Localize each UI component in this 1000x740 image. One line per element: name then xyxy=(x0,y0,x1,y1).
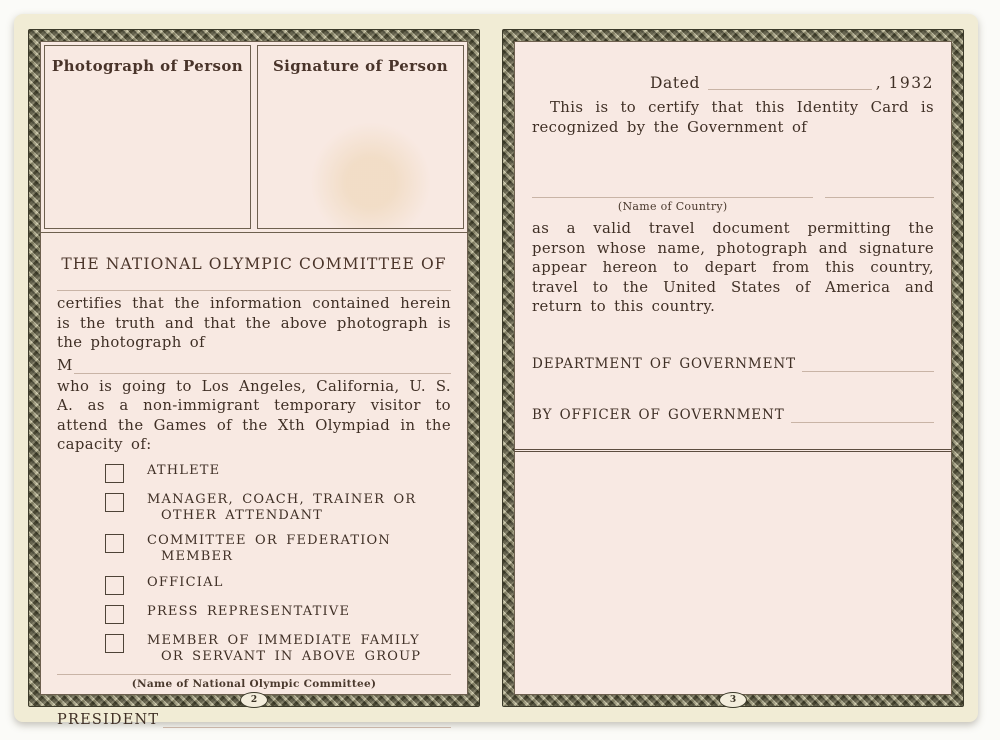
officer-fill-line xyxy=(791,422,934,423)
certify-paragraph: This is to certify that this Identity Card is recognized by the Government of xyxy=(532,99,934,136)
dated-label: Dated xyxy=(650,74,700,92)
country-caption: (Name of Country) xyxy=(617,200,728,214)
officer-field xyxy=(532,401,934,423)
dated-fill-line xyxy=(708,89,872,90)
checkbox-family-label: MEMBER OF IMMEDIATE FAMILY OR SERVANT IN ABOVE GROUP xyxy=(147,632,422,664)
right-page-body xyxy=(515,42,951,694)
checkbox-official-label: OFFICIAL xyxy=(147,574,224,590)
name-prefix: M xyxy=(57,355,73,374)
department-fill-line xyxy=(802,371,934,372)
dated-year: , 1932 xyxy=(875,74,934,92)
country-line-segment-1 xyxy=(532,186,813,198)
identity-card xyxy=(14,14,978,729)
checkbox-manager-label: MANAGER, COACH, TRAINER OR OTHER ATTENDANT xyxy=(147,491,417,523)
checkbox-row-official xyxy=(105,575,451,595)
department-field xyxy=(532,350,934,372)
certifies-paragraph: certifies that the information contained herein is the truth and that the above photograph is the photograph of xyxy=(57,295,451,352)
travel-paragraph: as a valid travel document permitting the person whose name, photograph and signature appear hereon to depart from this country, travel to the United States of America and return to this country. xyxy=(532,220,934,316)
checkbox-press xyxy=(105,605,124,624)
president-field xyxy=(57,706,451,728)
checkbox-row-press xyxy=(105,604,451,624)
photo-box-label: Photograph of Person xyxy=(51,57,244,75)
left-page-body xyxy=(41,233,467,729)
name-fill-line xyxy=(74,373,451,374)
committee-name-line xyxy=(57,290,451,291)
committee-title: THE NATIONAL OLYMPIC COMMITTEE OF xyxy=(61,255,447,273)
president-fill-line xyxy=(163,727,451,728)
president-label: PRESIDENT xyxy=(57,712,160,729)
checkbox-family xyxy=(105,634,124,653)
committee-fill-line xyxy=(57,674,451,675)
checkbox-manager xyxy=(105,493,124,512)
name-field xyxy=(57,356,451,374)
dated-field xyxy=(532,70,934,92)
checkbox-athlete xyxy=(105,464,124,483)
checkbox-committee-member-label: COMMITTEE OR FEDERATION MEMBER xyxy=(147,533,391,565)
signature-box xyxy=(257,45,464,229)
department-label: DEPARTMENT OF GOVERNMENT xyxy=(532,355,797,372)
checkbox-committee-member xyxy=(105,534,124,553)
checkbox-official xyxy=(105,576,124,595)
left-page-border xyxy=(28,29,480,729)
checkbox-row-committee-member xyxy=(105,533,451,566)
committee-line-caption: (Name of National Olympic Committee) xyxy=(131,678,377,691)
checkbox-row-athlete xyxy=(105,463,451,483)
left-page xyxy=(40,41,468,729)
right-page-border xyxy=(502,29,964,707)
checkbox-row-family xyxy=(105,633,451,666)
checkbox-row-manager xyxy=(105,492,451,525)
officer-label: BY OFFICER OF GOVERNMENT xyxy=(532,406,785,423)
checkbox-press-label: PRESS REPRESENTATIVE xyxy=(147,603,351,619)
right-page xyxy=(514,41,952,695)
bottom-section-rule xyxy=(514,449,952,452)
country-line-segment-2 xyxy=(825,186,934,198)
signature-box-label: Signature of Person xyxy=(272,57,449,75)
page-number-3: 3 xyxy=(719,692,747,708)
capacity-paragraph: who is going to Los Angeles, California, U. S. A. as a non-immigrant temporary visitor to attend the Games of the Xth Olympiad in the capacity of: xyxy=(57,377,451,454)
checkbox-athlete-label: ATHLETE xyxy=(147,462,221,478)
country-fill-lines xyxy=(532,186,934,198)
page-number-2: 2 xyxy=(240,692,268,708)
photo-box xyxy=(44,45,251,229)
country-field xyxy=(532,186,934,213)
capacity-checklist xyxy=(105,463,451,675)
photo-signature-section xyxy=(41,42,467,232)
